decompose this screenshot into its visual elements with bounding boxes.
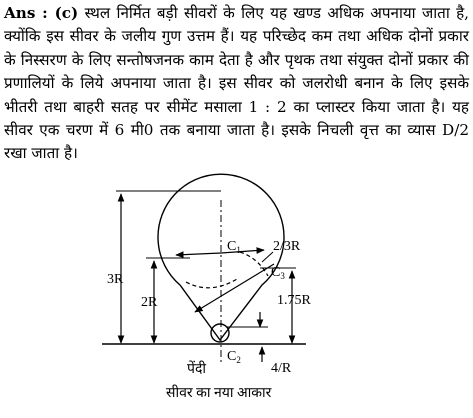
- leader-two-thirds-r: [262, 252, 273, 262]
- radius-arrow-left: [176, 253, 221, 255]
- label-c1: $C_1$: [227, 239, 241, 255]
- label-two-thirds-r: 2/3R: [273, 239, 301, 254]
- label-1-75r: 1.75R: [277, 293, 311, 308]
- figure-caption: सीवर का नया आकार: [166, 386, 272, 401]
- dashed-arc-right: [240, 252, 268, 276]
- label-base: पेंदी: [187, 362, 207, 377]
- dashed-arc-left: [186, 279, 237, 288]
- label-quarter-r: 4/R: [271, 361, 292, 376]
- answer-prefix: Ans : (c): [4, 4, 79, 22]
- label-c3: $C_3$: [271, 265, 285, 281]
- answer-text: स्थल निर्मित बड़ी सीवरों के लिए यह खण्ड अधिक अपनाया जाता है, क्योंकि इस सीवर के जलीय गुण उत्तम हैं। यह परिच्छेद कम तथा अधिक दोनों प्रकार के निस्सरण के लिए सन्तोषजनक काम देता है और पृथक तथा संयुक्त दोनों प्रकार की प्रणालियों के लिये अपनाया जाता है। इस सीवर को जलरोधी बनान के लिए इसके भीतरी तथा बाहरी सतह पर सीमेंट मसाला 1 : 2 का प्लास्टर किया जाता है। यह सीवर एक चरण में 6 मी0 तक बनाया जाता है। इसके निचली वृत्त का व्यास D/2 रखा जाता है।: [4, 4, 469, 163]
- label-2r: 2R: [141, 295, 158, 310]
- label-c2: $C_2$: [227, 349, 241, 365]
- label-3r: 3R: [107, 272, 124, 287]
